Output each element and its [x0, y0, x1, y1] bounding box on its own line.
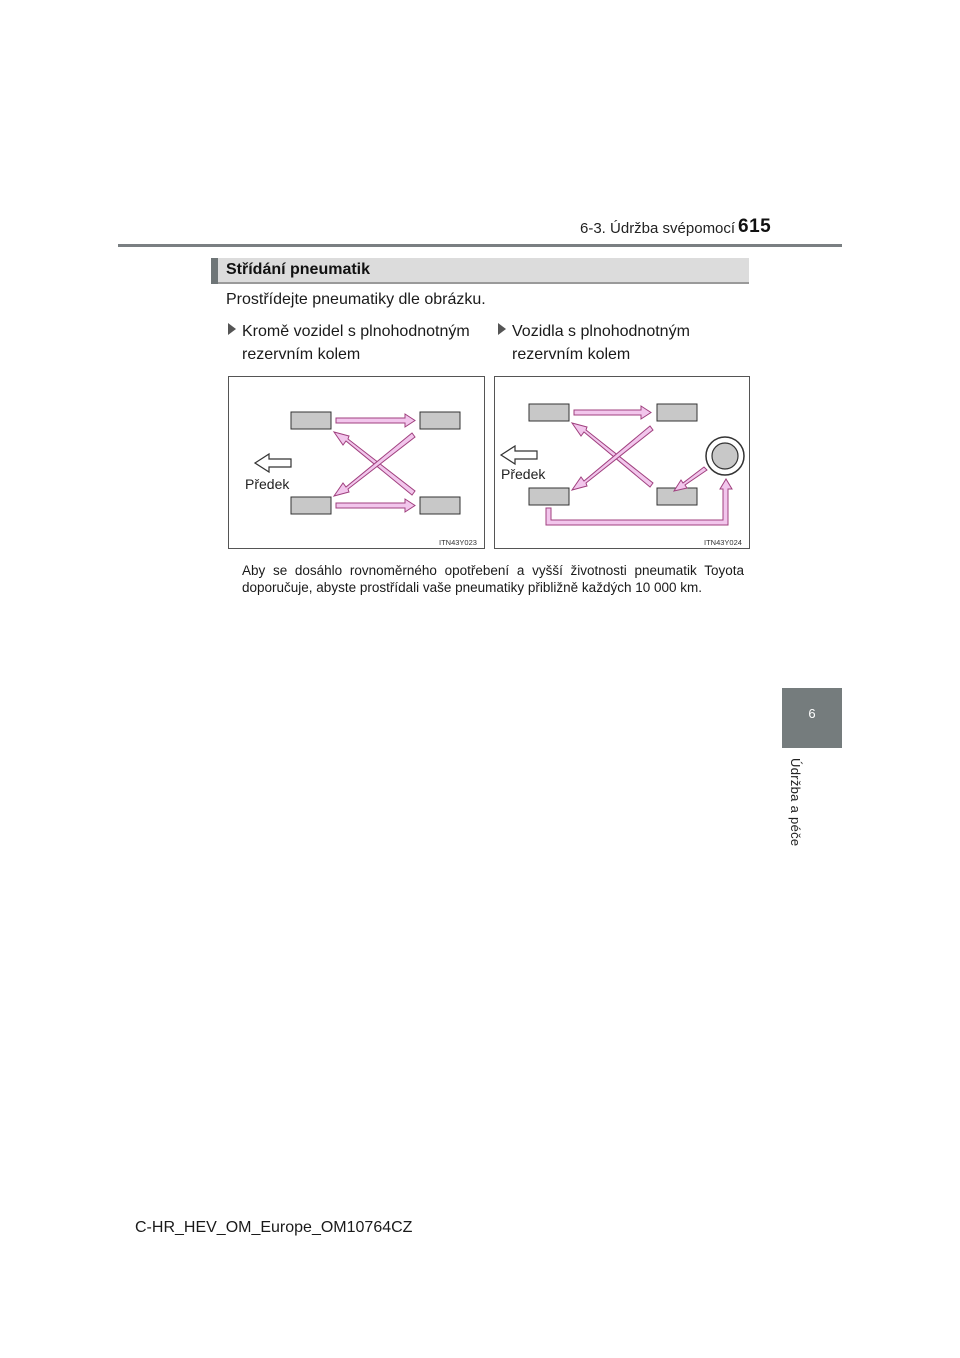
diagram-code: ITN43Y023 — [439, 538, 477, 547]
tire-rear-left — [420, 412, 460, 429]
triangle-bullet-icon — [228, 323, 236, 335]
rotation-arrow-diagonal-up — [572, 423, 653, 487]
spare-tire-rim — [712, 443, 738, 469]
bullet-line: rezervním kolem — [242, 346, 361, 363]
intro-text: Prostřídejte pneumatiky dle obrázku. — [226, 291, 486, 308]
rotation-diagram-svg — [495, 377, 749, 548]
front-label: Předek — [501, 466, 546, 482]
triangle-bullet-icon — [498, 323, 506, 335]
footer-document-code: C-HR_HEV_OM_Europe_OM10764CZ — [135, 1219, 413, 1236]
front-arrow-icon — [255, 454, 291, 472]
rotation-arrow-diagonal-down — [572, 426, 653, 490]
front-arrow-icon — [501, 446, 537, 464]
rotation-note: Aby se dosáhlo rovnoměrného opotřebení a vyšší životnosti pneumatik Toyota doporučuje, abyste prostřídali vaše pneumatiky přibližně každých 10 000 km. — [242, 563, 744, 595]
chapter-title: Údržba a péče — [788, 758, 803, 847]
tire-rear-left — [657, 404, 697, 421]
tire-rear-right — [420, 497, 460, 514]
rotation-arrow-to-spare — [546, 479, 732, 525]
rotation-arrow-top — [336, 414, 415, 427]
tire-front-right — [291, 497, 331, 514]
rotation-diagram-svg — [229, 377, 484, 548]
section-title: 6-3. Údržba svépomocí — [580, 220, 736, 237]
header-divider — [118, 244, 842, 247]
rotation-arrow-top — [574, 406, 651, 419]
section-heading-accent — [211, 258, 218, 284]
diagram-code: ITN43Y024 — [704, 538, 742, 547]
bullet-line: rezervním kolem — [512, 346, 631, 363]
bullet-without-spare — [228, 320, 493, 366]
rotation-arrow-bottom — [336, 499, 415, 512]
tire-front-left — [291, 412, 331, 429]
chapter-number: 6 — [808, 706, 816, 721]
tire-front-right — [529, 488, 569, 505]
bullet-line: Kromě vozidel s plnohodnotným — [242, 323, 470, 340]
bullet-with-spare — [498, 320, 758, 366]
tire-front-left — [529, 404, 569, 421]
rotation-arrow-to-spare-slot — [674, 467, 707, 491]
rotation-diagram-without-spare — [228, 376, 485, 549]
section-heading: Střídání pneumatik — [226, 261, 371, 278]
rotation-diagram-with-spare — [494, 376, 750, 549]
page-number: 615 — [738, 216, 772, 237]
bullet-line: Vozidla s plnohodnotným — [512, 323, 690, 340]
front-label: Předek — [245, 476, 290, 492]
